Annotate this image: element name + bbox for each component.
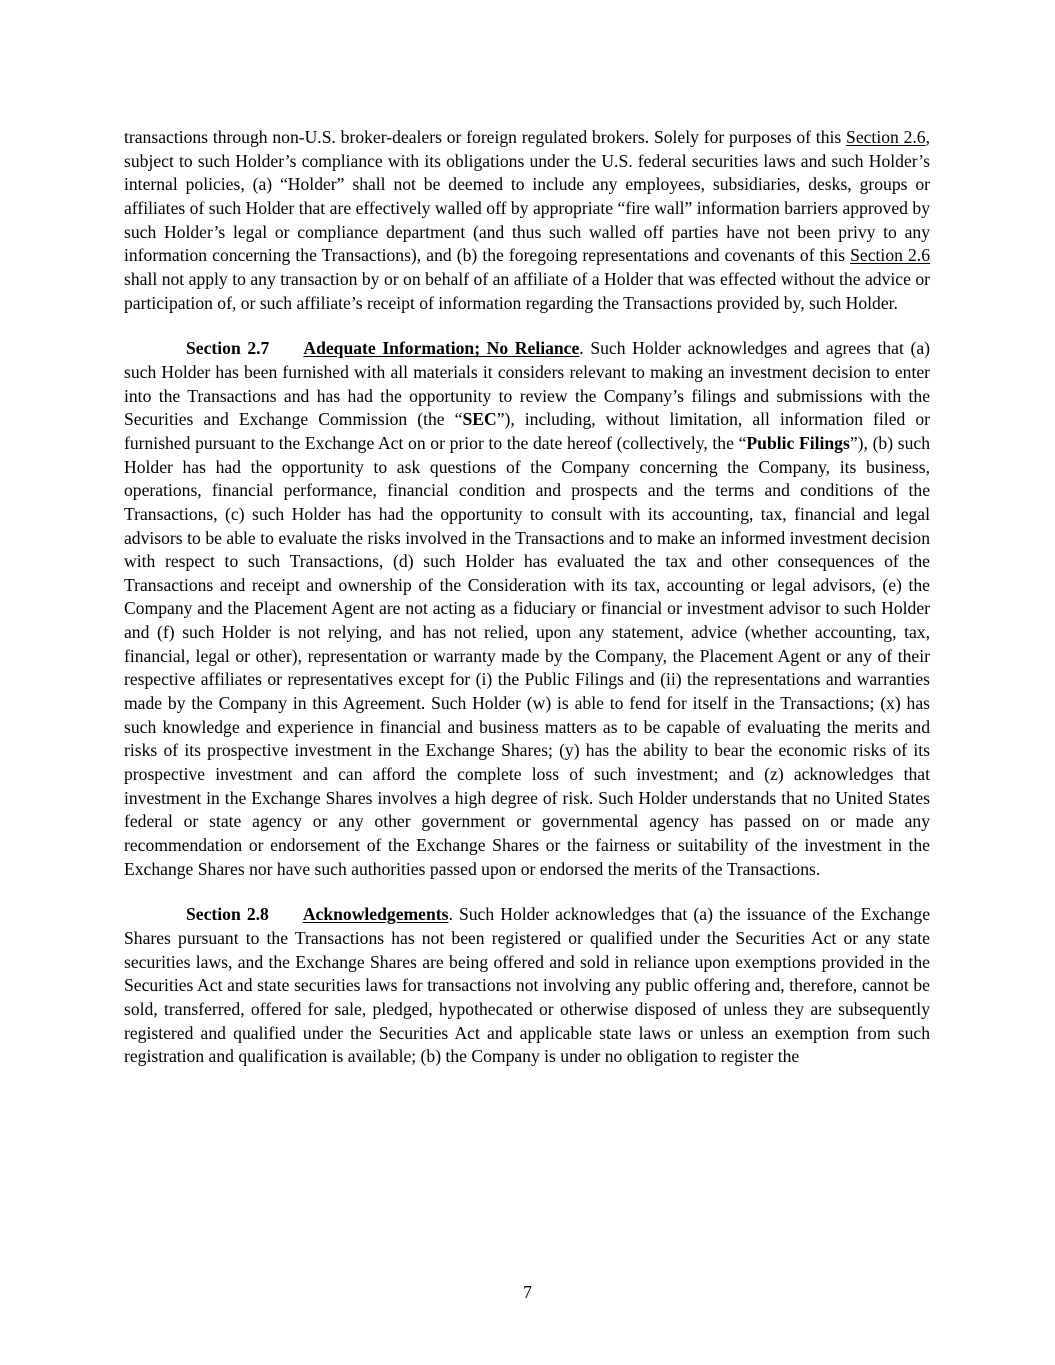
section-title: Adequate Information; No Reliance <box>303 338 580 359</box>
page-number: 7 <box>523 1282 532 1302</box>
cross-reference-section-2-6: Section 2.6 <box>850 245 930 266</box>
section-title: Acknowledgements <box>302 904 449 925</box>
cross-reference-section-2-6: Section 2.6 <box>846 127 926 147</box>
section-2-7-paragraph <box>124 337 930 881</box>
paragraph-text: transactions through non-U.S. broker-dealers or foreign regulated brokers. Solely for purposes of this <box>124 127 847 147</box>
paragraph-section-2-6-continued <box>124 126 930 315</box>
paragraph-text: , subject to such Holder’s compliance with its obligations under the U.S. federal securities laws and such Holder’s internal policies, (a) “Holder” shall not be deemed to include any employees, subsidiaries, desks, groups or affiliates of such Holder that are effectively walled off by appropriate “fire wall” information barriers approved by such Holder’s legal or compliance department (and thus such walled off parties have not been privy to any information concerning the Transactions), and (b) the foregoing representations and covenants of this <box>124 127 930 266</box>
paragraph-text: shall not apply to any transaction by or on behalf of an affiliate of a Holder that was effected without the advice or participation of, or such affiliate’s receipt of information regarding the Transactions provided by, such Holder. <box>124 268 930 313</box>
paragraph-text: . Such Holder acknowledges and agrees that (a) such Holder has been furnished with all materials it considers relevant to making an investment decision to enter into the Transactions and has had the opportunity to review the Company’s filings and submissions with the Securities and Exchange Commission (the “ <box>124 338 930 430</box>
paragraph-text: ”), (b) such Holder has had the opportunity to ask questions of the Company concerning the Company, its business, operations, financial performance, financial condition and prospects and the terms and conditions of the Transactions, (c) such Holder has had the opportunity to consult with its accounting, tax, financial and legal advisors to be able to evaluate the risks involved in the Transactions and to make an informed investment decision with respect to such Transactions, (d) such Holder has evaluated the tax and other consequences of the Transactions and receipt and ownership of the Consideration with its tax, accounting or legal advisors, (e) the Company and the Placement Agent are not acting as a fiduciary or financial or investment advisor to such Holder and (f) such Holder is not relying, and has not relied, upon any statement, advice (whether accounting, tax, financial, legal or other), representation or warranty made by the Company, the Placement Agent or any of their respective affiliates or representatives except for (i) the Public Filings and (ii) the representations and warranties made by the Company in this Agreement. Such Holder (w) is able to fend for itself in the Transactions; (x) has such knowledge and experience in financial and business matters as to be capable of evaluating the merits and risks of its prospective investment in the Exchange Shares; (y) has the ability to bear the economic risks of its prospective investment and can afford the complete loss of such investment; and (z) acknowledges that investment in the Exchange Shares involves a high degree of risk. Such Holder understands that no United States federal or state agency or any other government or governmental agency has passed on or made any recommendation or endorsement of the Exchange Shares or the fairness or suitability of the investment in the Exchange Shares nor have such authorities passed upon or endorsed the merits of the Transactions. <box>124 432 930 879</box>
document-page <box>124 126 930 1069</box>
section-number: Section 2.8 <box>186 904 269 925</box>
defined-term-sec: SEC <box>462 409 497 430</box>
section-number: Section 2.7 <box>186 338 270 359</box>
paragraph-text: ”), including, without limitation, all information filed or furnished pursuant to the Exchange Act on or prior to the date hereof (collectively, the “ <box>124 409 930 453</box>
section-2-8-paragraph <box>124 903 930 1069</box>
defined-term-public-filings: Public Filings <box>746 432 850 453</box>
paragraph-text: . Such Holder acknowledges that (a) the issuance of the Exchange Shares pursuant to the Transactions has not been registered or qualified under the Securities Act or any state securities laws, and the Exchange Shares are being offered and sold in reliance upon exemptions provided in the Securities Act and state securities laws for transactions not involving any public offering and, therefore, cannot be sold, transferred, offered for sale, pledged, hypothecated or otherwise disposed of unless they are subsequently registered and qualified under the Securities Act and applicable state laws or unless an exemption from such registration and qualification is available; (b) the Company is under no obligation to register the <box>124 904 931 1067</box>
